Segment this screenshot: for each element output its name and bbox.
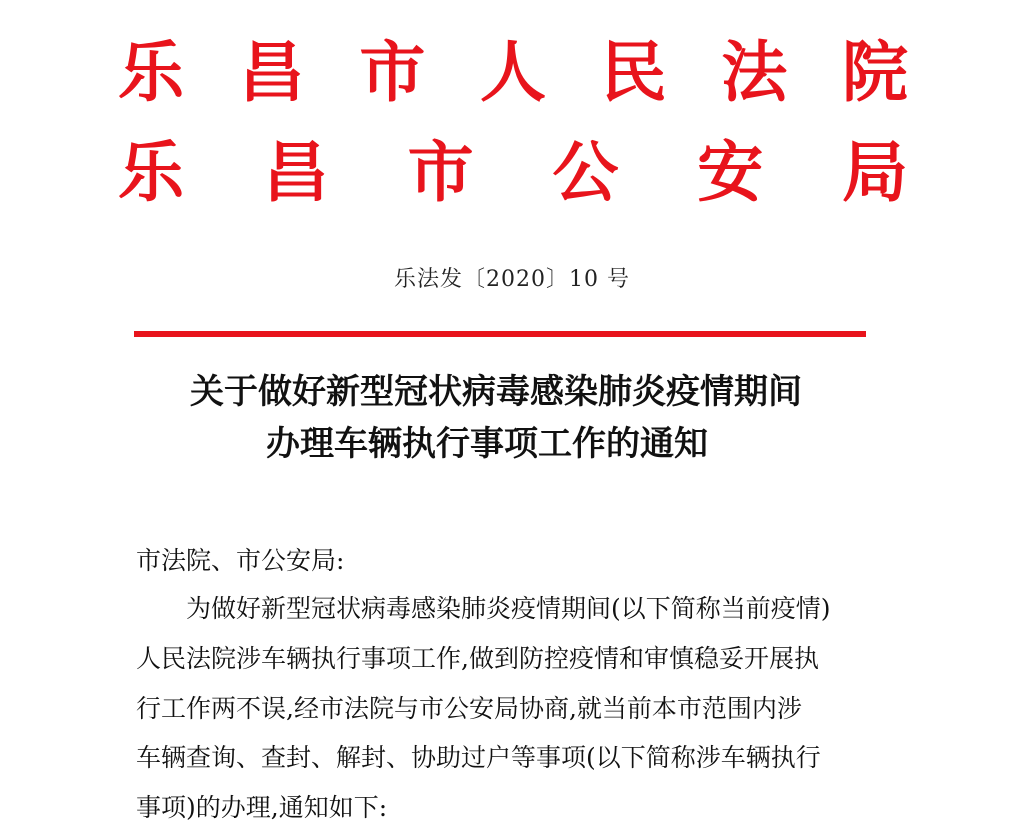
red-divider: [134, 331, 866, 337]
heading-char: 院: [841, 34, 908, 111]
body-line: 为做好新型冠状病毒感染肺炎疫情期间(以下简称当前疫情): [186, 594, 831, 623]
document-number: 乐法发〔2020〕10 号: [394, 267, 630, 292]
heading-char: 局: [841, 134, 908, 211]
heading-char: 安: [697, 134, 764, 211]
heading-char: 公: [552, 134, 619, 211]
heading-char: 乐: [118, 134, 184, 211]
issuer-police-heading: [118, 134, 908, 211]
document-title-line-2: 办理车辆执行事项工作的通知: [266, 424, 708, 464]
heading-char: 昌: [262, 134, 329, 211]
heading-char: 昌: [238, 34, 305, 111]
addressee: 市法院、市公安局:: [136, 546, 345, 575]
heading-char: 人: [479, 34, 546, 111]
heading-char: 市: [407, 134, 474, 211]
body-line: 车辆查询、查封、解封、协助过户等事项(以下简称涉车辆执行: [136, 743, 821, 772]
body-line: 人民法院涉车辆执行事项工作,做到防控疫情和审慎稳妥开展执: [136, 644, 819, 673]
body-line: 行工作两不误,经市法院与市公安局协商,就当前本市范围内涉: [136, 694, 802, 723]
body-line: 事项)的办理,通知如下:: [136, 793, 388, 822]
document-title-line-1: 关于做好新型冠状病毒感染肺炎疫情期间: [190, 372, 802, 412]
heading-char: 民: [600, 34, 667, 111]
heading-char: 法: [721, 34, 788, 111]
heading-char: 市: [359, 34, 426, 111]
issuer-court-heading: [118, 34, 908, 111]
heading-char: 乐: [118, 34, 184, 111]
